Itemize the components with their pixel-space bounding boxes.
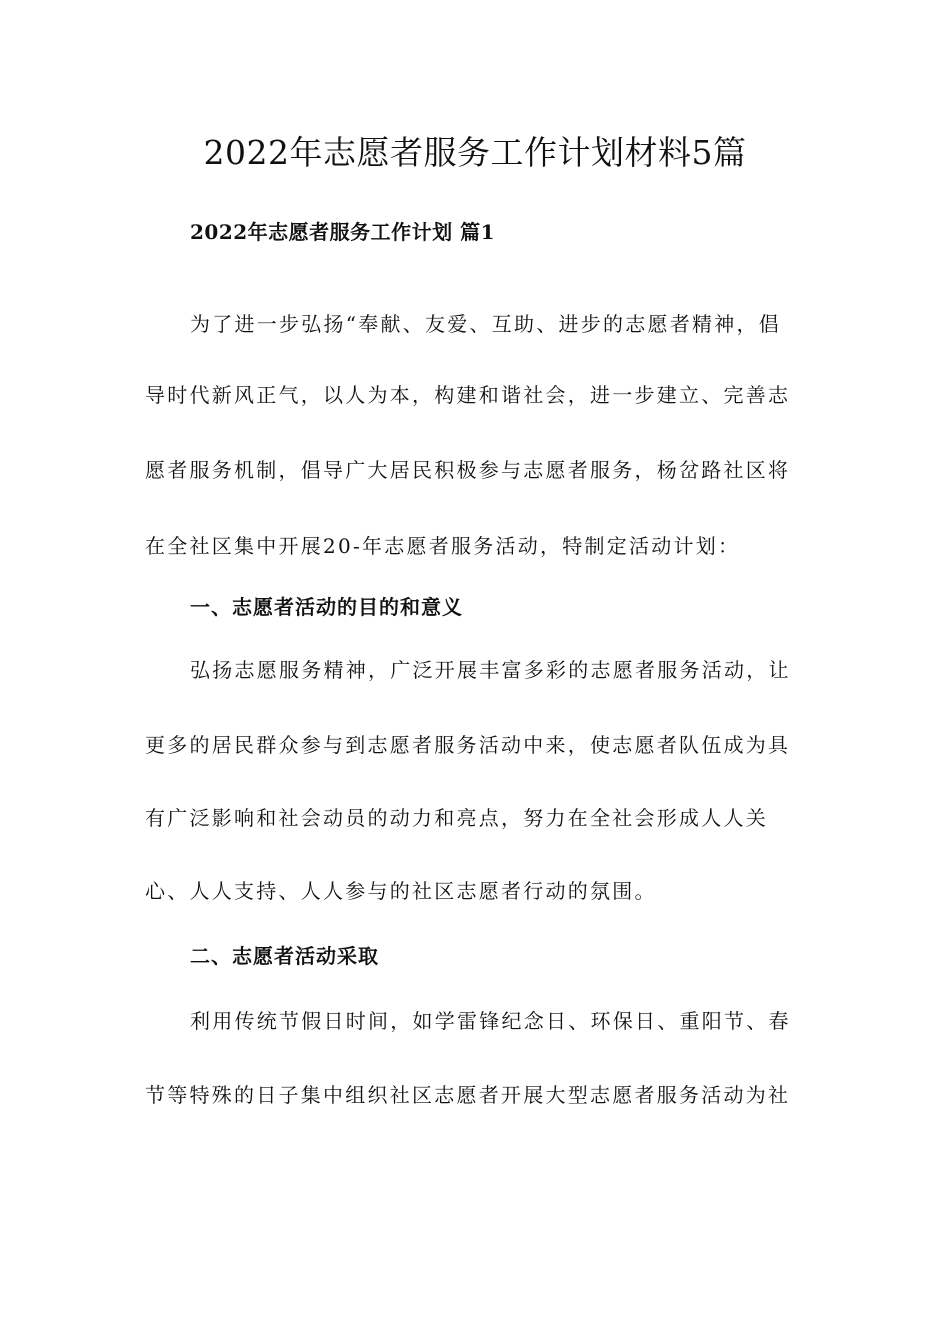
paragraph-2-line-1: 弘扬志愿服务精神，广泛开展丰富多彩的志愿者服务活动，让	[190, 658, 791, 682]
paragraph-2-line-3: 有广泛影响和社会动员的动力和亮点，努力在全社会形成人人关	[145, 806, 768, 830]
paragraph-2-line-2: 更多的居民群众参与到志愿者服务活动中来，使志愿者队伍成为具	[145, 733, 791, 757]
paragraph-1-line-3: 愿者服务机制，倡导广大居民积极参与志愿者服务，杨岔路社区将	[145, 458, 791, 482]
paragraph-3-line-2: 节等特殊的日子集中组织社区志愿者开展大型志愿者服务活动为社	[145, 1083, 791, 1107]
heading-methods: 二、志愿者活动采取	[190, 944, 379, 968]
heading-purpose: 一、志愿者活动的目的和意义	[190, 595, 463, 619]
document-title: 2022年志愿者服务工作计划材料5篇	[203, 133, 747, 172]
paragraph-1-line-2: 导时代新风正气，以人为本，构建和谐社会，进一步建立、完善志	[145, 383, 791, 407]
paragraph-1-line-1: 为了进一步弘扬“奉献、友爱、互助、进步的志愿者精神，倡	[190, 312, 781, 336]
section-title: 2022年志愿者服务工作计划 篇1	[190, 220, 496, 244]
paragraph-3-line-1: 利用传统节假日时间，如学雷锋纪念日、环保日、重阳节、春	[190, 1009, 791, 1033]
paragraph-1-line-4: 在全社区集中开展20-年志愿者服务活动，特制定活动计划：	[145, 534, 741, 558]
paragraph-2-line-4: 心、人人支持、人人参与的社区志愿者行动的氛围。	[145, 879, 657, 903]
